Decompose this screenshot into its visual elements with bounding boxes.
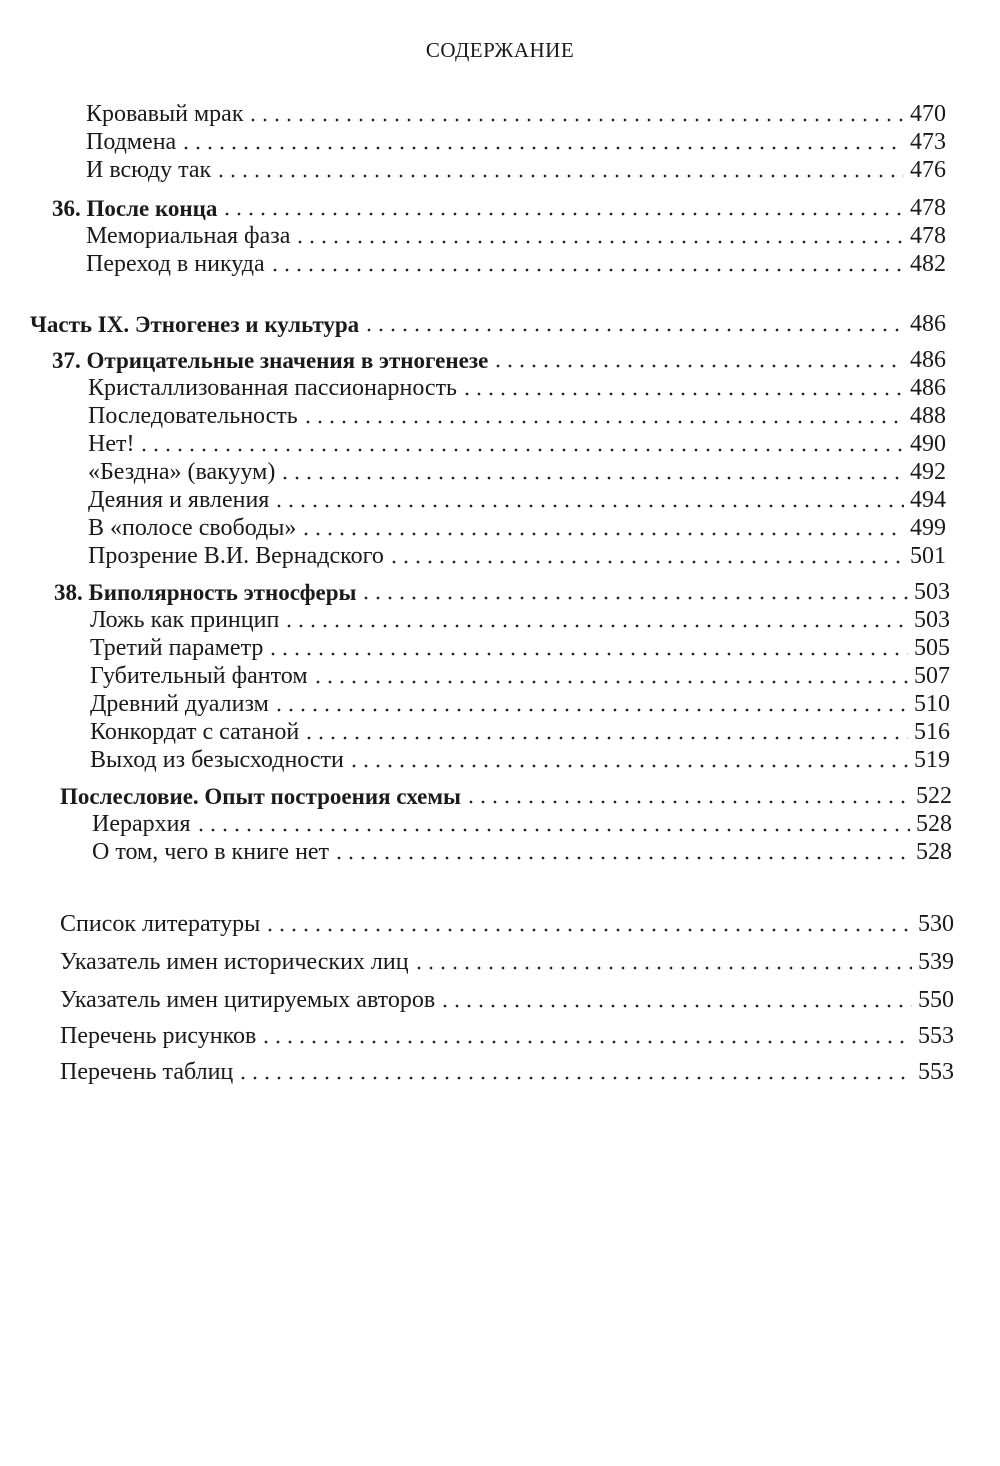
- toc-entry-title: Губительный фантом: [90, 663, 308, 689]
- toc-entry-title: Перечень рисунков: [60, 1023, 257, 1049]
- dot-leader: [279, 476, 904, 480]
- toc-entry-page: 476: [910, 157, 946, 183]
- dot-leader: [180, 146, 904, 150]
- toc-entry[interactable]: [90, 714, 950, 744]
- toc-entry-page: 553: [918, 1059, 954, 1085]
- toc-entry-page: 470: [910, 101, 946, 127]
- dot-leader: [300, 532, 904, 536]
- dot-leader: [302, 420, 904, 424]
- toc-chapter-title: 37. Отрицательные значения в этногенезе: [52, 348, 489, 373]
- toc-entry-title: Переход в никуда: [86, 251, 265, 277]
- toc-entry[interactable]: [88, 538, 946, 568]
- toc-entry[interactable]: [92, 834, 952, 864]
- toc-entry-page: 505: [914, 635, 950, 661]
- toc-chapter[interactable]: [52, 190, 946, 220]
- toc-entry[interactable]: [88, 482, 946, 512]
- dot-leader: [388, 560, 904, 564]
- toc-appendix[interactable]: [60, 1054, 954, 1084]
- toc-entry-page: 516: [914, 719, 950, 745]
- toc-entry-title: Прозрение В.И. Вернадского: [88, 543, 384, 569]
- toc-entry[interactable]: [86, 152, 946, 182]
- toc-chapter[interactable]: [54, 574, 950, 604]
- toc-entry[interactable]: [86, 246, 946, 276]
- toc-entry-title: Ложь как принцип: [90, 607, 280, 633]
- dot-leader: [413, 966, 912, 970]
- toc-chapter-title: Послесловие. Опыт построения схемы: [60, 784, 461, 809]
- toc-entry-page: 503: [914, 607, 950, 633]
- toc-entry-title: О том, чего в книге нет: [92, 839, 330, 865]
- toc-entry[interactable]: [90, 630, 950, 660]
- dot-leader: [237, 1076, 912, 1080]
- toc-entry-title: Указатель имен цитируемых авторов: [60, 987, 436, 1013]
- toc-entry[interactable]: [90, 658, 950, 688]
- dot-leader: [215, 174, 904, 178]
- toc-entry[interactable]: [88, 454, 946, 484]
- toc-entry[interactable]: [88, 426, 946, 456]
- dot-leader: [312, 680, 908, 684]
- toc-entry-page: 482: [910, 251, 946, 277]
- dot-leader: [348, 764, 908, 768]
- toc-entry-page: 539: [918, 949, 954, 975]
- dot-leader: [267, 652, 908, 656]
- toc-chapter-title: 36. После конца: [52, 196, 218, 221]
- toc-entry-page: 550: [918, 987, 954, 1013]
- toc-entry-page: 553: [918, 1023, 954, 1049]
- toc-entry[interactable]: [88, 510, 946, 540]
- dot-leader: [492, 364, 904, 368]
- dot-leader: [360, 596, 908, 600]
- toc-entry-page: 492: [910, 459, 946, 485]
- toc-entry-title: Последовательность: [88, 403, 298, 429]
- toc-entry-page: 519: [914, 747, 950, 773]
- toc-entry-title: И всюду так: [86, 157, 212, 183]
- toc-entry-title: В «полосе свободы»: [88, 515, 297, 541]
- toc-entry-page: 501: [910, 543, 946, 569]
- toc-entry-title: Кристаллизованная пассионарность: [88, 375, 457, 401]
- toc-appendix[interactable]: [60, 906, 954, 936]
- toc-entry-title: Подмена: [86, 129, 177, 155]
- dot-leader: [461, 392, 904, 396]
- toc-entry-title: Указатель имен исторических лиц: [60, 949, 409, 975]
- toc-appendix[interactable]: [60, 1018, 954, 1048]
- toc-entry-page: 478: [910, 195, 946, 221]
- toc-entry[interactable]: [86, 218, 946, 248]
- toc-entry[interactable]: [86, 124, 946, 154]
- toc-entry-page: 503: [914, 579, 950, 605]
- toc-entry-page: 473: [910, 129, 946, 155]
- dot-leader: [294, 240, 904, 244]
- toc-entry-title: Третий параметр: [90, 635, 264, 661]
- dot-leader: [269, 268, 904, 272]
- toc-entry-title: Кровавый мрак: [86, 101, 244, 127]
- toc-entry-page: 499: [910, 515, 946, 541]
- toc-entry-page: 510: [914, 691, 950, 717]
- toc-entry-page: 478: [910, 223, 946, 249]
- toc-entry-title: Мемориальная фаза: [86, 223, 291, 249]
- dot-leader: [273, 504, 904, 508]
- toc-entry[interactable]: [86, 96, 946, 126]
- toc-entry-title: Список литературы: [60, 911, 261, 937]
- toc-entry[interactable]: [92, 806, 952, 836]
- toc-entry-title: «Бездна» (вакуум): [88, 459, 276, 485]
- toc-entry-title: Нет!: [88, 431, 135, 457]
- dot-leader: [465, 800, 910, 804]
- toc-entry-page: 490: [910, 431, 946, 457]
- toc-entry[interactable]: [88, 398, 946, 428]
- toc-appendix[interactable]: [60, 982, 954, 1012]
- dot-leader: [283, 624, 908, 628]
- dot-leader: [333, 856, 910, 860]
- toc-entry-page: 486: [910, 311, 946, 337]
- toc-entry[interactable]: [90, 602, 950, 632]
- toc-entry-page: 530: [918, 911, 954, 937]
- toc-entry-page: 486: [910, 375, 946, 401]
- dot-leader: [195, 828, 910, 832]
- toc-entry-page: 494: [910, 487, 946, 513]
- dot-leader: [260, 1040, 912, 1044]
- dot-leader: [439, 1004, 912, 1008]
- dot-leader: [264, 928, 912, 932]
- toc-entry-page: 528: [916, 839, 952, 865]
- toc-appendix[interactable]: [60, 944, 954, 974]
- toc-entry-page: 507: [914, 663, 950, 689]
- dot-leader: [247, 118, 904, 122]
- dot-leader: [221, 212, 904, 216]
- dot-leader: [363, 328, 904, 332]
- page-header: СОДЕРЖАНИЕ: [425, 38, 575, 62]
- toc-part-title: Часть IX. Этногенез и культура: [30, 312, 360, 337]
- toc-entry-page: 522: [916, 783, 952, 809]
- toc-entry-title: Конкордат с сатаной: [90, 719, 300, 745]
- toc-part[interactable]: [30, 306, 946, 336]
- toc-chapter[interactable]: [60, 778, 952, 808]
- toc-entry[interactable]: [90, 742, 950, 772]
- toc-entry[interactable]: [88, 370, 946, 400]
- toc-chapter[interactable]: [52, 342, 946, 372]
- toc-entry-page: 488: [910, 403, 946, 429]
- dot-leader: [138, 448, 904, 452]
- dot-leader: [273, 708, 908, 712]
- toc-chapter-title: 38. Биполярность этносферы: [54, 580, 357, 605]
- dot-leader: [303, 736, 908, 740]
- toc-entry-page: 486: [910, 347, 946, 373]
- toc-entry-title: Выход из безысходности: [90, 747, 344, 773]
- toc-entry-page: 528: [916, 811, 952, 837]
- toc-entry-title: Перечень таблиц: [60, 1059, 234, 1085]
- toc-entry-title: Деяния и явления: [88, 487, 270, 513]
- toc-entry[interactable]: [90, 686, 950, 716]
- toc-entry-title: Древний дуализм: [90, 691, 269, 717]
- toc-entry-title: Иерархия: [92, 811, 191, 837]
